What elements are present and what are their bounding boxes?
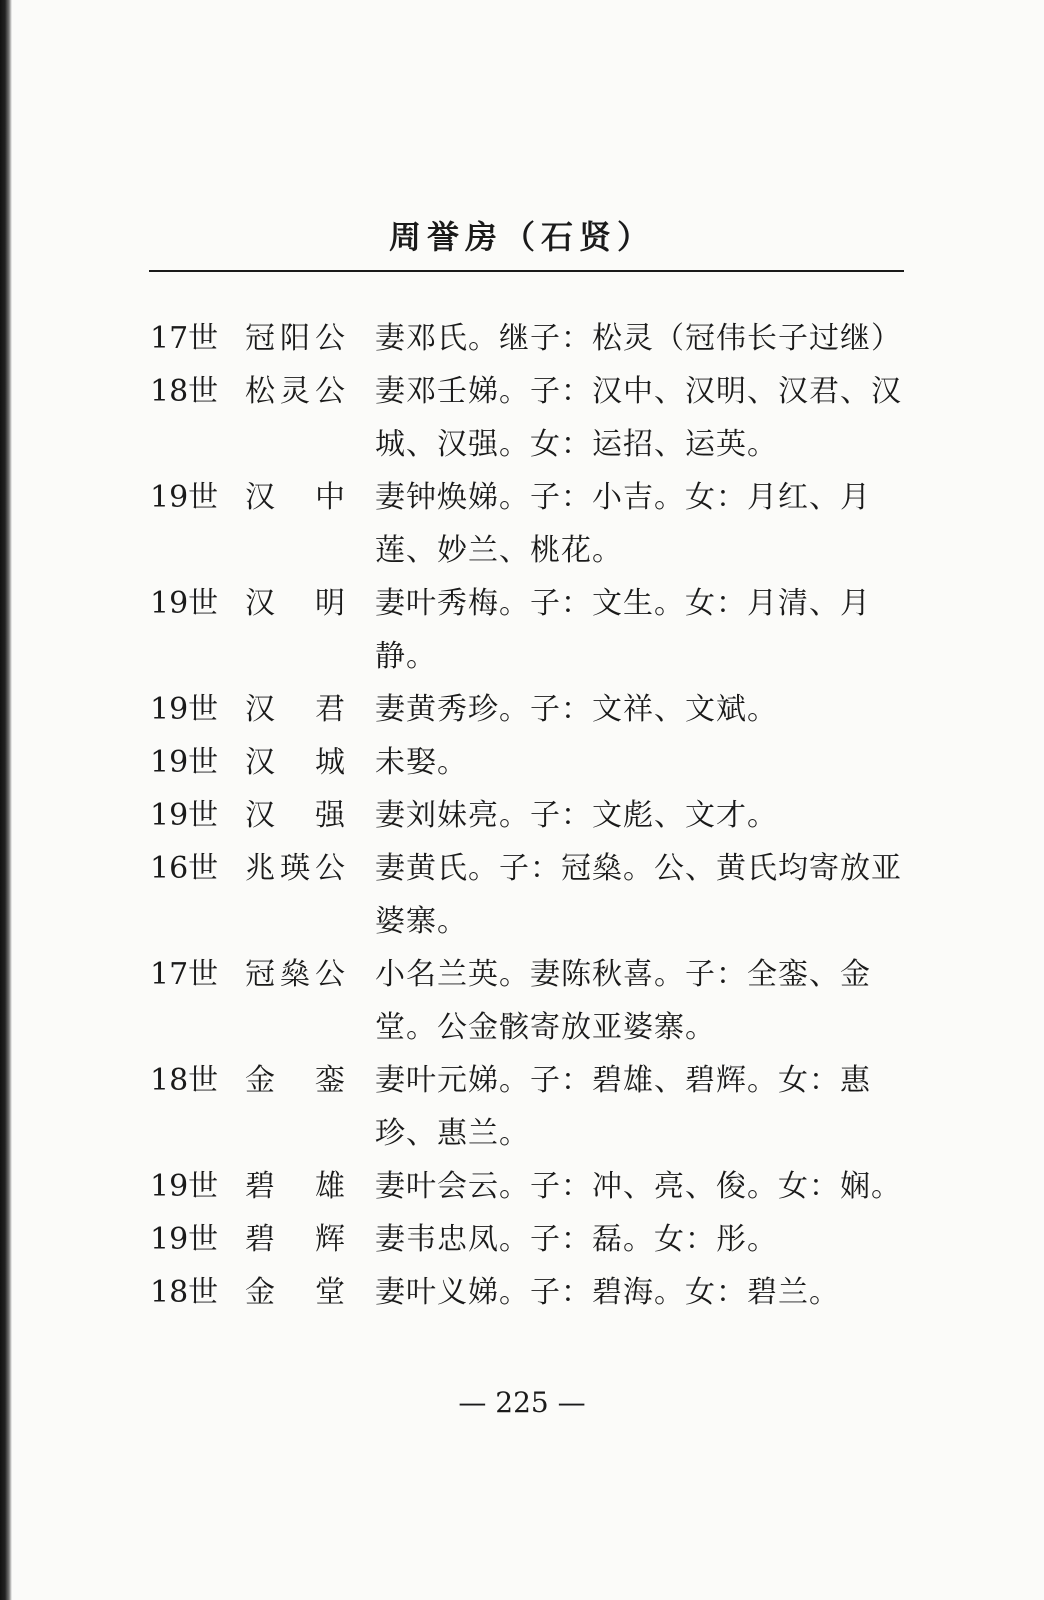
page-number: — 225 — [458, 1386, 586, 1419]
person-name: 冠燊公 [245, 957, 345, 992]
entry-text: 未娶。 [375, 745, 468, 780]
genealogy-entry [150, 577, 910, 683]
genealogy-entry [150, 736, 910, 789]
person-name: 汉 明 [245, 586, 345, 621]
person-name: 金 堂 [245, 1275, 345, 1310]
generation-label: 16世 [150, 851, 219, 886]
person-name: 碧 辉 [245, 1222, 345, 1257]
person-name: 碧 雄 [245, 1169, 345, 1204]
person-name: 汉 强 [245, 798, 345, 833]
entry-text: 妻刘妹亮。子：文彪、文才。 [375, 798, 778, 833]
person-name: 金 銮 [245, 1063, 345, 1098]
genealogy-entry [150, 312, 910, 365]
entry-text: 妻邓氏。继子：松灵（冠伟长子过继） [375, 321, 902, 356]
entry-text: 妻黄氏。子：冠燊。公、黄氏均寄放亚婆寨。 [375, 851, 902, 939]
entry-text: 妻叶义娣。子：碧海。女：碧兰。 [375, 1275, 840, 1310]
entry-text: 妻韦忠凤。子：磊。女：彤。 [375, 1222, 778, 1257]
generation-label: 18世 [150, 1275, 219, 1310]
generation-label: 19世 [150, 586, 219, 621]
person-name: 汉 城 [245, 745, 345, 780]
genealogy-entries [150, 312, 910, 1319]
person-name: 汉 中 [245, 480, 345, 515]
genealogy-entry [150, 948, 910, 1054]
generation-label: 19世 [150, 1169, 219, 1204]
person-name: 汉 君 [245, 692, 345, 727]
generation-label: 17世 [150, 321, 219, 356]
header-rule [149, 270, 904, 272]
entry-text: 小名兰英。妻陈秋喜。子：全銮、金堂。公金骸寄放亚婆寨。 [375, 957, 871, 1045]
person-name: 兆瑛公 [245, 851, 345, 886]
entry-text: 妻钟焕娣。子：小吉。女：月红、月莲、妙兰、桃花。 [375, 480, 871, 568]
generation-label: 19世 [150, 798, 219, 833]
entry-text: 妻黄秀珍。子：文祥、文斌。 [375, 692, 778, 727]
person-name: 冠阳公 [245, 321, 345, 356]
generation-label: 19世 [150, 745, 219, 780]
genealogy-entry [150, 683, 910, 736]
page-header-title: 周誉房（石贤） [388, 218, 655, 256]
genealogy-entry [150, 1213, 910, 1266]
entry-text: 妻叶秀梅。子：文生。女：月清、月静。 [375, 586, 871, 674]
genealogy-entry [150, 1054, 910, 1160]
genealogy-entry [150, 471, 910, 577]
generation-label: 18世 [150, 374, 219, 409]
generation-label: 19世 [150, 692, 219, 727]
generation-label: 17世 [150, 957, 219, 992]
genealogy-entry [150, 842, 910, 948]
entry-text: 妻叶元娣。子：碧雄、碧辉。女：惠珍、惠兰。 [375, 1063, 871, 1151]
generation-label: 18世 [150, 1063, 219, 1098]
generation-label: 19世 [150, 1222, 219, 1257]
genealogy-entry [150, 1160, 910, 1213]
genealogy-entry [150, 1266, 910, 1319]
entry-text: 妻叶会云。子：冲、亮、俊。女：娴。 [375, 1169, 902, 1204]
generation-label: 19世 [150, 480, 219, 515]
genealogy-entry [150, 365, 910, 471]
person-name: 松灵公 [245, 374, 345, 409]
genealogy-entry [150, 789, 910, 842]
entry-text: 妻邓壬娣。子：汉中、汉明、汉君、汉城、汉强。女：运招、运英。 [375, 374, 902, 462]
